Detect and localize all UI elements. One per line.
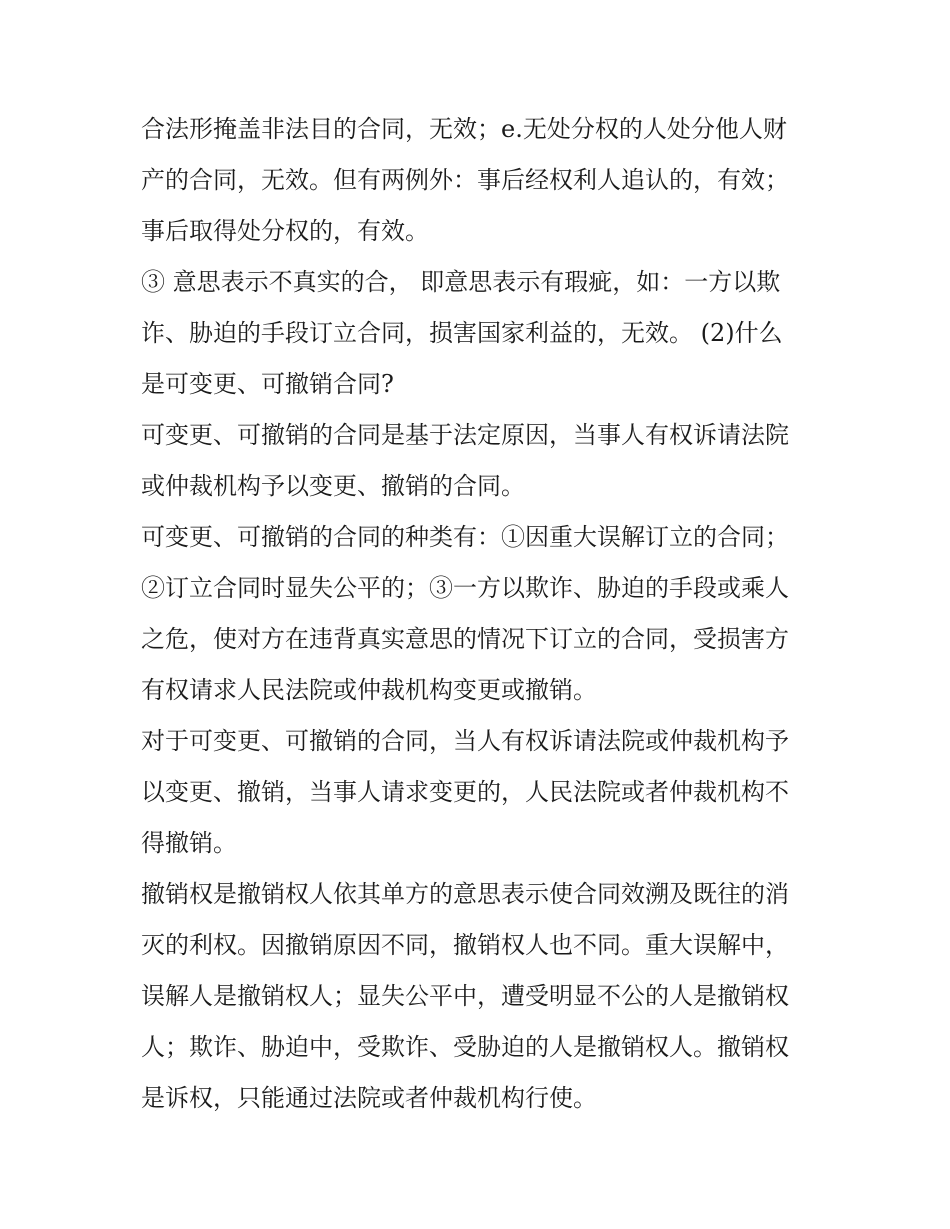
text-line: 人；欺诈、胁迫中，受欺诈、受胁迫的人是撤销权人。撤销权 [141, 1033, 789, 1061]
text-line: 是诉权，只能通过法院或者仲裁机构行使。 [141, 1084, 597, 1112]
text-line: 可变更、可撤销的合同是基于法定原因，当事人有权诉请法院 [141, 421, 789, 449]
text-line: 误解人是撤销权人；显失公平中，遭受明显不公的人是撤销权 [141, 982, 789, 1010]
text-line: 以变更、撤销，当事人请求变更的，人民法院或者仲裁机构不 [141, 778, 789, 806]
text-line: 灭的利权。因撤销原因不同，撤销权人也不同。重大误解中， [141, 931, 789, 959]
text-line: 有权请求人民法院或仲裁机构变更或撤销。 [141, 676, 597, 704]
text-line: 撤销权是撤销权人依其单方的意思表示使合同效溯及既往的消 [141, 880, 789, 908]
text-line: 得撤销。 [141, 829, 237, 857]
text-line: 产的合同，无效。但有两例外：事后经权利人追认的，有效； [141, 166, 789, 194]
text-line: 诈、胁迫的手段订立合同，损害国家利益的，无效。 (2)什么 [141, 319, 783, 347]
text-line: 是可变更、可撤销合同? [141, 370, 394, 398]
text-line: ②订立合同时显失公平的；③一方以欺诈、胁迫的手段或乘人 [141, 574, 789, 602]
text-line: 合法形掩盖非法目的合同，无效；e.无处分权的人处分他人财 [141, 115, 787, 143]
text-line: 对于可变更、可撤销的合同，当人有权诉请法院或仲裁机构予 [141, 727, 789, 755]
text-line: 可变更、可撤销的合同的种类有：①因重大误解订立的合同； [141, 523, 789, 551]
text-line: 之危，使对方在违背真实意思的情况下订立的合同，受损害方 [141, 625, 789, 653]
document-body [141, 109, 813, 1129]
text-line: 事后取得处分权的，有效。 [141, 217, 429, 245]
text-line: 或仲裁机构予以变更、撤销的合同。 [141, 472, 525, 500]
text-line: ③ 意思表示不真实的合， 即意思表示有瑕疵，如：一方以欺 [141, 268, 781, 296]
